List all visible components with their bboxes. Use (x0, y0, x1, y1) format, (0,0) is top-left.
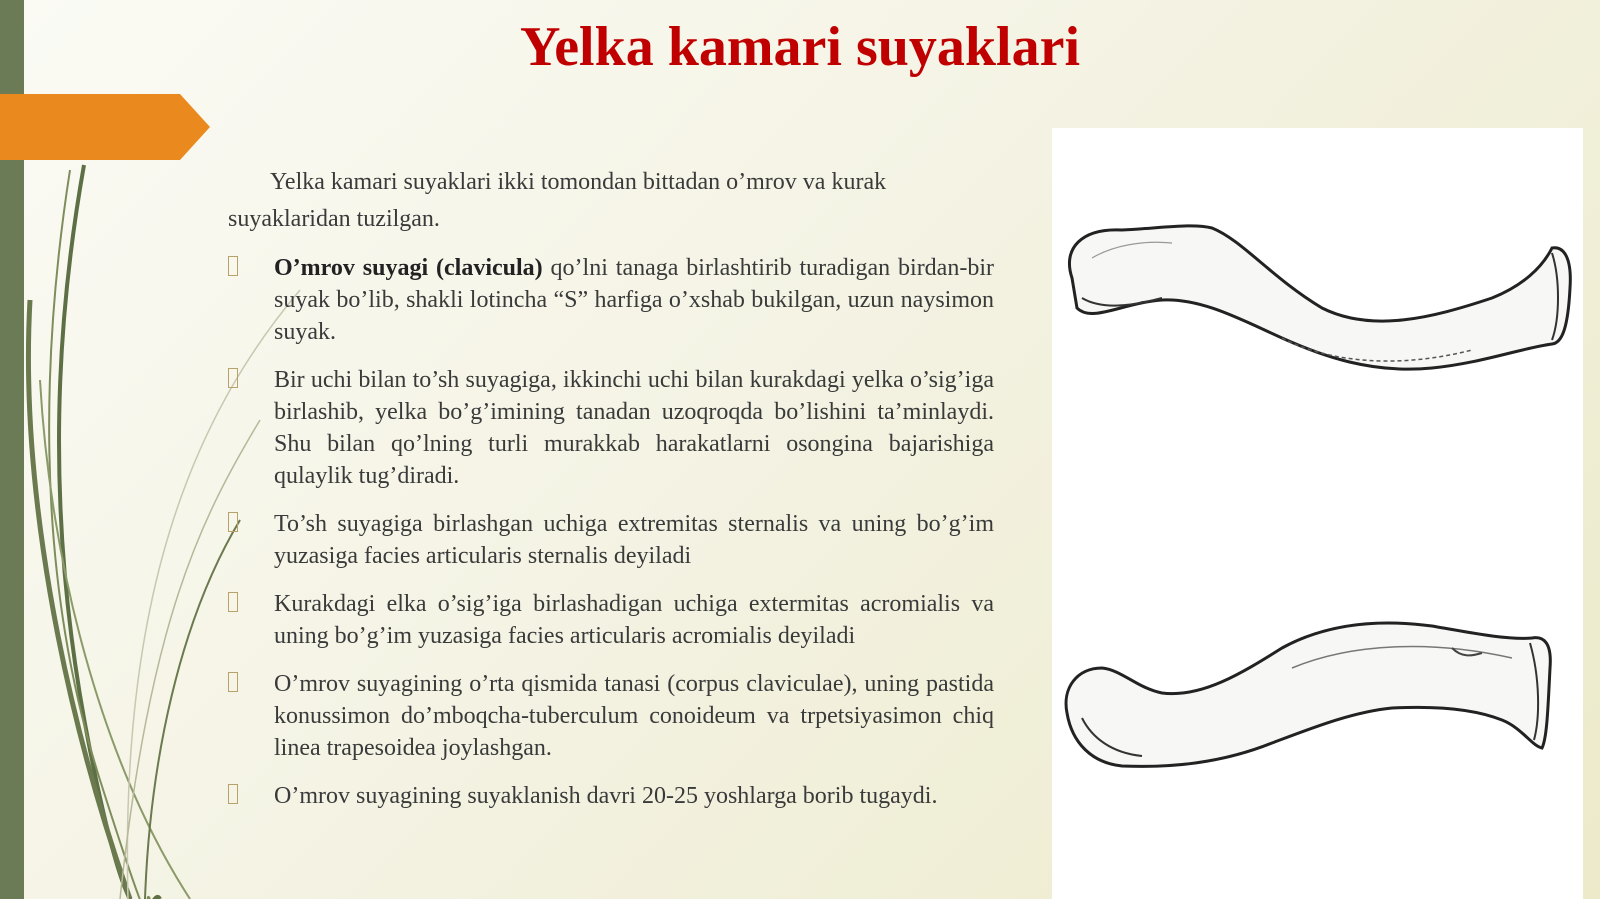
bullet-icon (228, 592, 238, 612)
bullet-icon (228, 512, 238, 532)
bullet-item (228, 588, 994, 652)
bullet-item (228, 668, 994, 764)
bullet-item (228, 364, 994, 492)
bullet-bold-term: O’mrov suyagi (clavicula) (274, 255, 543, 281)
clavicle-lower-view (1066, 623, 1550, 766)
slide-title (0, 12, 1600, 82)
clavicle-image-panel (1052, 128, 1583, 899)
clavicle-illustration-icon (1052, 128, 1583, 899)
bullet-text: Kurakdagi elka o’sig’iga birlashadigan uchiga extermitas acromialis va uning bo’g’im yuzasiga facies articularis acromialis deyiladi (274, 591, 994, 649)
bullet-list (228, 252, 994, 812)
bullet-icon (228, 368, 238, 388)
bullet-text: O’mrov suyagining suyaklanish davri 20-25 yoshlarga borib tugaydi. (274, 783, 938, 809)
bullet-icon (228, 256, 238, 276)
bullet-text: qo’lni tanaga birlashtirib turadigan birdan-bir suyak bo’lib, shakli lotincha “S” harfiga o’xshab bukilgan, uzun naysimon suyak. (274, 255, 994, 345)
orange-accent-tab (0, 94, 210, 160)
bullet-item (228, 780, 994, 812)
clavicle-upper-view (1069, 226, 1570, 369)
slide-title-text: Yelka kamari suyaklari (519, 16, 1081, 78)
bullet-text: To’sh suyagiga birlashgan uchiga extremitas sternalis va uning bo’g’im yuzasiga facies articularis sternalis deyiladi (274, 511, 994, 569)
bullet-text: O’mrov suyagining o’rta qismida tanasi (corpus claviculae), uning pastida konussimon do’mboqcha-tuberculum conoideum va trpetsiyasimon chiq linea trapesoidea joylashgan. (274, 671, 994, 761)
bullet-item (228, 508, 994, 572)
bullet-text: Bir uchi bilan to’sh suyagiga, ikkinchi uchi bilan kurakdagi yelka o’sig’iga birlashib, yelka bo’g’imining tanadan uzoqroqda bo’lishini ta’minlaydi. Shu bilan qo’lning turli murakkab harakatlarni osongina bajarishiga qulaylik tug’diradi. (274, 367, 994, 489)
bullet-item (228, 252, 994, 348)
slide-body (228, 164, 994, 828)
bullet-icon (228, 672, 238, 692)
intro-paragraph: Yelka kamari suyaklari ikki tomondan bittadan o’mrov va kurak suyaklaridan tuzilgan. (228, 169, 887, 232)
bullet-icon (228, 784, 238, 804)
